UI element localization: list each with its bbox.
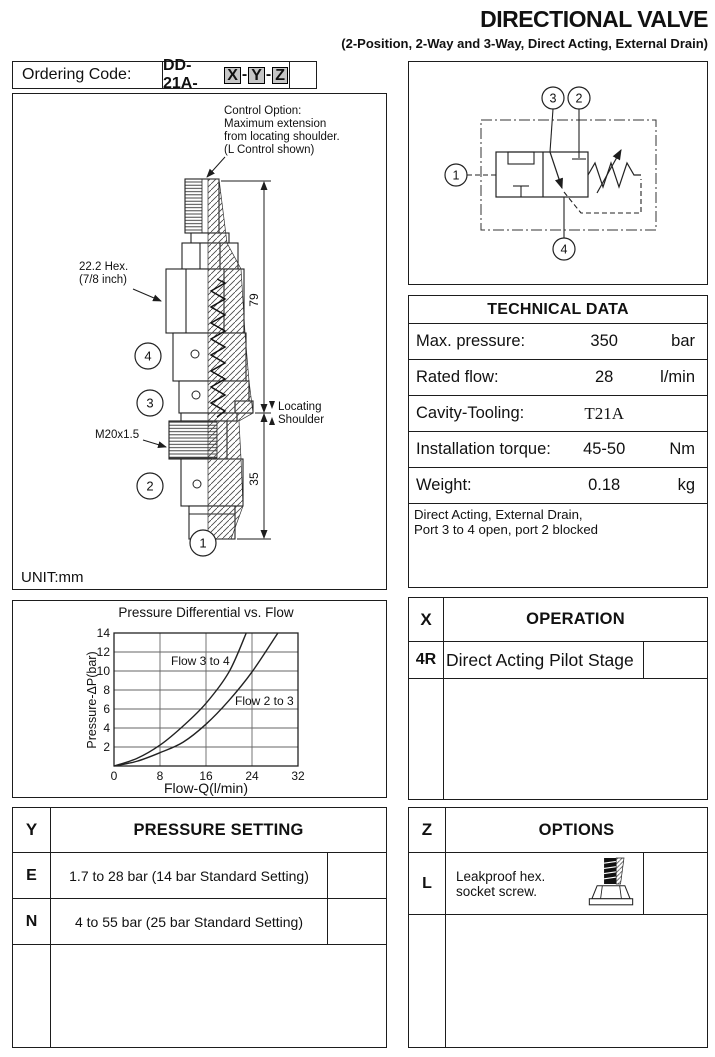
pressure-row-desc: 4 to 55 bar (25 bar Standard Setting) (51, 899, 328, 944)
chart-box (12, 600, 387, 798)
chart-y-axis-label: Pressure-ΔP(bar) (85, 651, 99, 749)
port-hole (192, 391, 200, 399)
dim-35: 35 (247, 472, 261, 486)
chart-y-tick-label: 6 (103, 702, 110, 716)
pressure-row-key: E (13, 853, 51, 898)
code-separator: - (241, 66, 248, 83)
options-empty-row (409, 914, 707, 1047)
td-value: 0.18 (588, 476, 621, 494)
thread-leader (143, 440, 166, 447)
hydraulic-schematic (409, 62, 706, 283)
options-title: OPTIONS (538, 820, 615, 839)
table-row (13, 898, 386, 944)
empty-cell (328, 899, 386, 944)
schematic-box (408, 61, 708, 285)
td-label: Rated flow: (416, 368, 499, 386)
td-label: Weight: (416, 476, 472, 494)
svg-text:(L Control shown): (L Control shown) (224, 144, 315, 156)
svg-text:22.2 Hex.: 22.2 Hex. (79, 261, 129, 273)
svg-text:1: 1 (199, 535, 207, 551)
table-row (409, 641, 707, 678)
operation-header (409, 598, 707, 641)
page-subtitle: (2-Position, 2-Way and 3-Way, Direct Acting, External Drain) (341, 36, 708, 51)
svg-text:(7/8 inch): (7/8 inch) (79, 274, 127, 286)
svg-text:Control Option:: Control Option: (224, 105, 302, 117)
svg-text:3: 3 (549, 91, 557, 106)
empty-cell (328, 853, 386, 898)
port-hole (191, 350, 199, 358)
options-desc-text (456, 869, 545, 899)
leakproof-screw-icon (585, 856, 637, 912)
td-unit: Nm (669, 440, 695, 458)
note-line: Direct Acting, External Drain, (414, 507, 583, 522)
table-row (409, 396, 707, 432)
table-row (409, 852, 707, 914)
operation-row-key: 4R (409, 642, 444, 678)
svg-text:Maximum extension: Maximum extension (224, 118, 327, 130)
td-unit: l/min (660, 368, 695, 386)
pressure-col-key: Y (13, 808, 51, 852)
options-col-key: Z (409, 808, 446, 852)
chart-y-tick-label: 8 (103, 683, 110, 697)
chart-y-tick-label: 12 (96, 645, 110, 659)
table-row (409, 360, 707, 396)
chart-y-tick-label: 4 (103, 721, 110, 735)
port-hole (193, 480, 201, 488)
technical-data-note (409, 504, 707, 537)
svg-text:2: 2 (146, 478, 154, 494)
stem-threads (185, 179, 202, 233)
ordering-code-label: Ordering Code: (13, 62, 163, 88)
chart-y-tick-label: 2 (103, 740, 110, 754)
ordering-code-y: Y (248, 67, 265, 84)
hex-size-label (79, 261, 128, 286)
page-title: DIRECTIONAL VALVE (480, 6, 708, 32)
chart-curve-label: Flow 3 to 4 (171, 654, 230, 668)
ordering-code-z: Z (272, 67, 288, 84)
code-separator: - (265, 66, 272, 83)
td-unit: bar (671, 332, 695, 350)
adjustment-arrow (597, 150, 621, 193)
column-divider (13, 945, 51, 1047)
pressure-setting-title: PRESSURE SETTING (133, 820, 304, 839)
ordering-code-prefix: DD-21A- (163, 57, 198, 92)
ordering-code-empty-cell (290, 62, 316, 88)
chart-x-axis-label: Flow-Q(l/min) (164, 780, 248, 796)
chart-x-tick-label: 24 (245, 769, 259, 783)
pressure-flow-chart (13, 601, 385, 796)
control-option-note (224, 105, 340, 156)
td-value: 28 (595, 368, 614, 386)
valve-cross-section (13, 94, 385, 588)
options-row-desc (446, 853, 644, 914)
table-row (409, 324, 707, 360)
chart-curve-label: Flow 2 to 3 (235, 694, 294, 708)
locating-shoulder-callout (269, 401, 324, 426)
pressure-setting-header (13, 808, 386, 852)
svg-text:4: 4 (144, 348, 152, 364)
td-label: Max. pressure: (416, 332, 526, 350)
pressure-row-desc: 1.7 to 28 bar (14 bar Standard Setting) (51, 853, 328, 898)
pressure-empty-row (13, 944, 386, 1047)
column-divider (409, 915, 446, 1047)
td-value: 350 (590, 332, 618, 350)
screw-section (616, 858, 624, 884)
pressure-row-key: N (13, 899, 51, 944)
ordering-code-x: X (224, 67, 241, 84)
screw-hex-head (592, 886, 630, 899)
table-row (13, 852, 386, 898)
thread-size-label: M20x1.5 (95, 429, 140, 441)
hex-leader (133, 289, 161, 301)
options-box (408, 807, 708, 1048)
svg-text:3: 3 (146, 395, 154, 411)
dim-79: 79 (247, 293, 261, 307)
chart-y-tick-label: 14 (96, 626, 110, 640)
table-row (409, 468, 707, 504)
table-row (409, 432, 707, 468)
td-unit: kg (677, 476, 695, 494)
chart-y-tick-label: 10 (96, 664, 110, 678)
td-label: Cavity-Tooling: (416, 404, 525, 422)
svg-text:Shoulder: Shoulder (278, 414, 325, 426)
operation-row-desc: Direct Acting Pilot Stage (444, 642, 644, 678)
technical-data-box (408, 295, 708, 588)
svg-text:from locating shoulder.: from locating shoulder. (224, 131, 340, 143)
empty-cell (644, 853, 707, 914)
ordering-code-value (163, 57, 290, 92)
td-value: 45-50 (583, 440, 626, 458)
chart-x-tick-label: 0 (110, 769, 118, 783)
ordering-code-box (12, 57, 317, 92)
note-line: Port 3 to 4 open, port 2 blocked (414, 522, 599, 537)
unit-note: UNIT:mm (21, 569, 84, 586)
td-label: Installation torque: (416, 440, 551, 458)
chart-title: Pressure Differential vs. Flow (118, 605, 294, 620)
empty-cell (644, 642, 707, 678)
td-value: T21A (584, 403, 625, 423)
valve-drawing-box (12, 93, 387, 590)
chart-x-tick-label: 32 (291, 769, 305, 783)
control-option-leader (207, 157, 225, 177)
operation-empty-row (409, 678, 707, 799)
operation-col-key: X (409, 598, 444, 641)
svg-text:Locating: Locating (278, 401, 322, 413)
chart-x-tick-label: 8 (156, 769, 164, 783)
svg-text:1: 1 (452, 168, 460, 183)
operation-box (408, 597, 708, 800)
options-header (409, 808, 707, 852)
desc-line: socket screw. (456, 883, 538, 899)
svg-text:4: 4 (560, 242, 568, 257)
operation-title: OPERATION (526, 610, 625, 628)
chart-curve-flow-3-to-4 (114, 633, 246, 766)
options-row-key: L (409, 853, 446, 914)
screw-washer (589, 899, 632, 905)
pressure-setting-box (12, 807, 387, 1048)
chart-x-tick-label: 16 (199, 769, 213, 783)
spring-symbol (588, 163, 641, 187)
svg-text:2: 2 (575, 91, 583, 106)
technical-data-title: TECHNICAL DATA (409, 296, 707, 324)
desc-line: Leakproof hex. (456, 868, 546, 884)
column-divider (409, 679, 444, 799)
port-3-line (550, 109, 553, 152)
